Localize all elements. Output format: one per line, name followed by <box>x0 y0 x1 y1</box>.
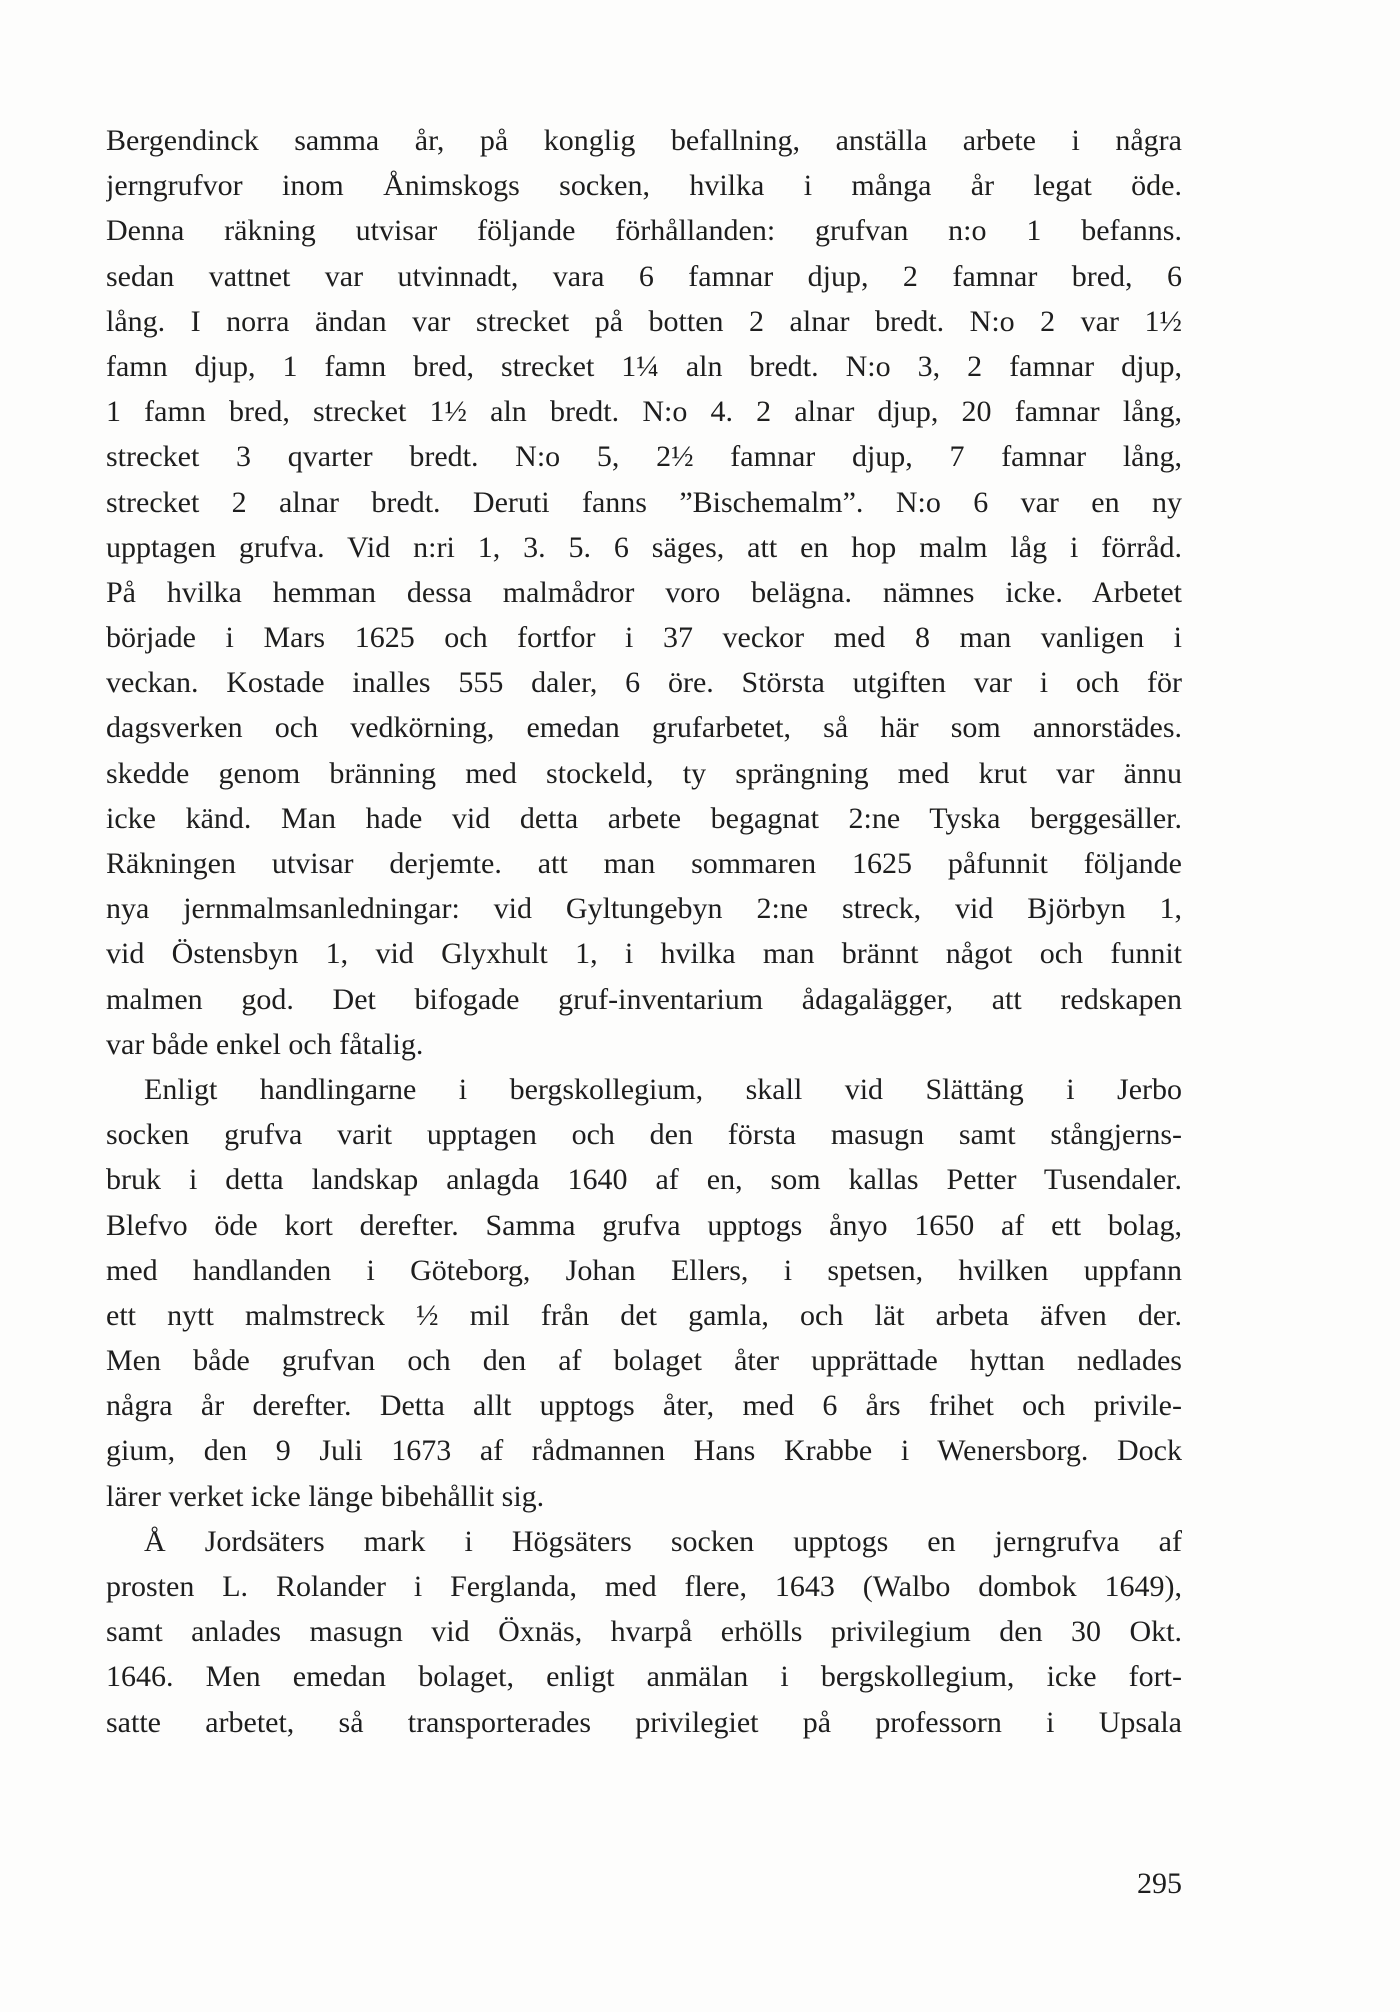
text-line: 1 famn bred, strecket 1½ aln bredt. N:o 4. 2 alnar djup, 20 famnar lång, <box>106 395 1182 429</box>
text-line: lång. I norra ändan var strecket på botten 2 alnar bredt. N:o 2 var 1½ <box>106 304 1182 338</box>
text-line: Räkningen utvisar derjemte. att man sommaren 1625 påfunnit följande <box>106 847 1182 880</box>
text-line: icke känd. Man hade vid detta arbete begagnat 2:ne Tyska berggesäller. <box>106 801 1182 835</box>
text-line: ett nytt malmstreck ½ mil från det gamla, och lät arbeta äfven der. <box>106 1298 1182 1332</box>
text-line: skedde genom bränning med stockeld, ty sprängning med krut var ännu <box>106 756 1182 790</box>
text-line: vid Östensbyn 1, vid Glyxhult 1, i hvilka man brännt något och funnit <box>106 937 1182 971</box>
text-line: Bergendinck samma år, på konglig befallning, anställa arbete i några <box>106 124 1182 157</box>
text-line: sedan vattnet var utvinnadt, vara 6 famnar djup, 2 famnar bred, 6 <box>106 259 1182 293</box>
text-line: Men både grufvan och den af bolaget åter upprättade hyttan nedlades <box>106 1344 1182 1378</box>
text-line: socken grufva varit upptagen och den första masugn samt stångjerns- <box>106 1118 1182 1152</box>
text-line: nya jernmalmsanledningar: vid Gyltungebyn 2:ne streck, vid Björbyn 1, <box>106 892 1182 926</box>
text-line: strecket 2 alnar bredt. Deruti fanns ”Bischemalm”. N:o 6 var en ny <box>106 485 1182 519</box>
text-line: upptagen grufva. Vid n:ri 1, 3. 5. 6 säges, att en hop malm låg i förråd. <box>106 530 1182 564</box>
text-line: med handlanden i Göteborg, Johan Ellers, i spetsen, hvilken uppfann <box>106 1253 1182 1287</box>
text-line: strecket 3 qvarter bredt. N:o 5, 2½ famnar djup, 7 famnar lång, <box>106 440 1182 474</box>
text-line: famn djup, 1 famn bred, strecket 1¼ aln bredt. N:o 3, 2 famnar djup, <box>106 349 1182 383</box>
text-line: jerngrufvor inom Ånimskogs socken, hvilka i många år legat öde. <box>106 169 1182 203</box>
text-line: några år derefter. Detta allt upptogs åter, med 6 års frihet och privile- <box>106 1389 1182 1423</box>
text-line: Blefvo öde kort derefter. Samma grufva upptogs ånyo 1650 af ett bolag, <box>106 1208 1182 1242</box>
body-text <box>106 118 1182 1745</box>
text-line: bruk i detta landskap anlagda 1640 af en, som kallas Petter Tusendaler. <box>106 1163 1182 1197</box>
text-line: började i Mars 1625 och fortfor i 37 veckor med 8 man vanligen i <box>106 621 1182 655</box>
text-line: samt anlades masugn vid Öxnäs, hvarpå erhölls privilegium den 30 Okt. <box>106 1615 1182 1649</box>
text-line: prosten L. Rolander i Ferglanda, med flere, 1643 (Walbo dombok 1649), <box>106 1570 1182 1603</box>
text-line: var både enkel och fåtalig. <box>106 1027 424 1061</box>
page-number: 295 <box>1137 1867 1182 1900</box>
text-line: 1646. Men emedan bolaget, enligt anmälan i bergskollegium, icke fort- <box>106 1660 1182 1694</box>
text-line: veckan. Kostade inalles 555 daler, 6 öre. Största utgiften var i och för <box>106 666 1182 700</box>
text-line: dagsverken och vedkörning, emedan grufarbetet, så här som annorstädes. <box>106 711 1182 745</box>
text-line: Å Jordsäters mark i Högsäters socken upptogs en jerngrufva af <box>144 1524 1182 1558</box>
text-line: lärer verket icke länge bibehållit sig. <box>106 1479 545 1513</box>
text-line: På hvilka hemman dessa malmådror voro belägna. nämnes icke. Arbetet <box>106 575 1182 609</box>
text-line: malmen god. Det bifogade gruf-inventarium ådagalägger, att redskapen <box>106 982 1182 1016</box>
text-line: Enligt handlingarne i bergskollegium, skall vid Slättäng i Jerbo <box>144 1072 1182 1106</box>
text-line: Denna räkning utvisar följande förhållanden: grufvan n:o 1 befanns. <box>106 214 1182 248</box>
text-line: satte arbetet, så transporterades privilegiet på professorn i Upsala <box>106 1705 1182 1739</box>
text-line: gium, den 9 Juli 1673 af rådmannen Hans Krabbe i Wenersborg. Dock <box>106 1434 1182 1468</box>
